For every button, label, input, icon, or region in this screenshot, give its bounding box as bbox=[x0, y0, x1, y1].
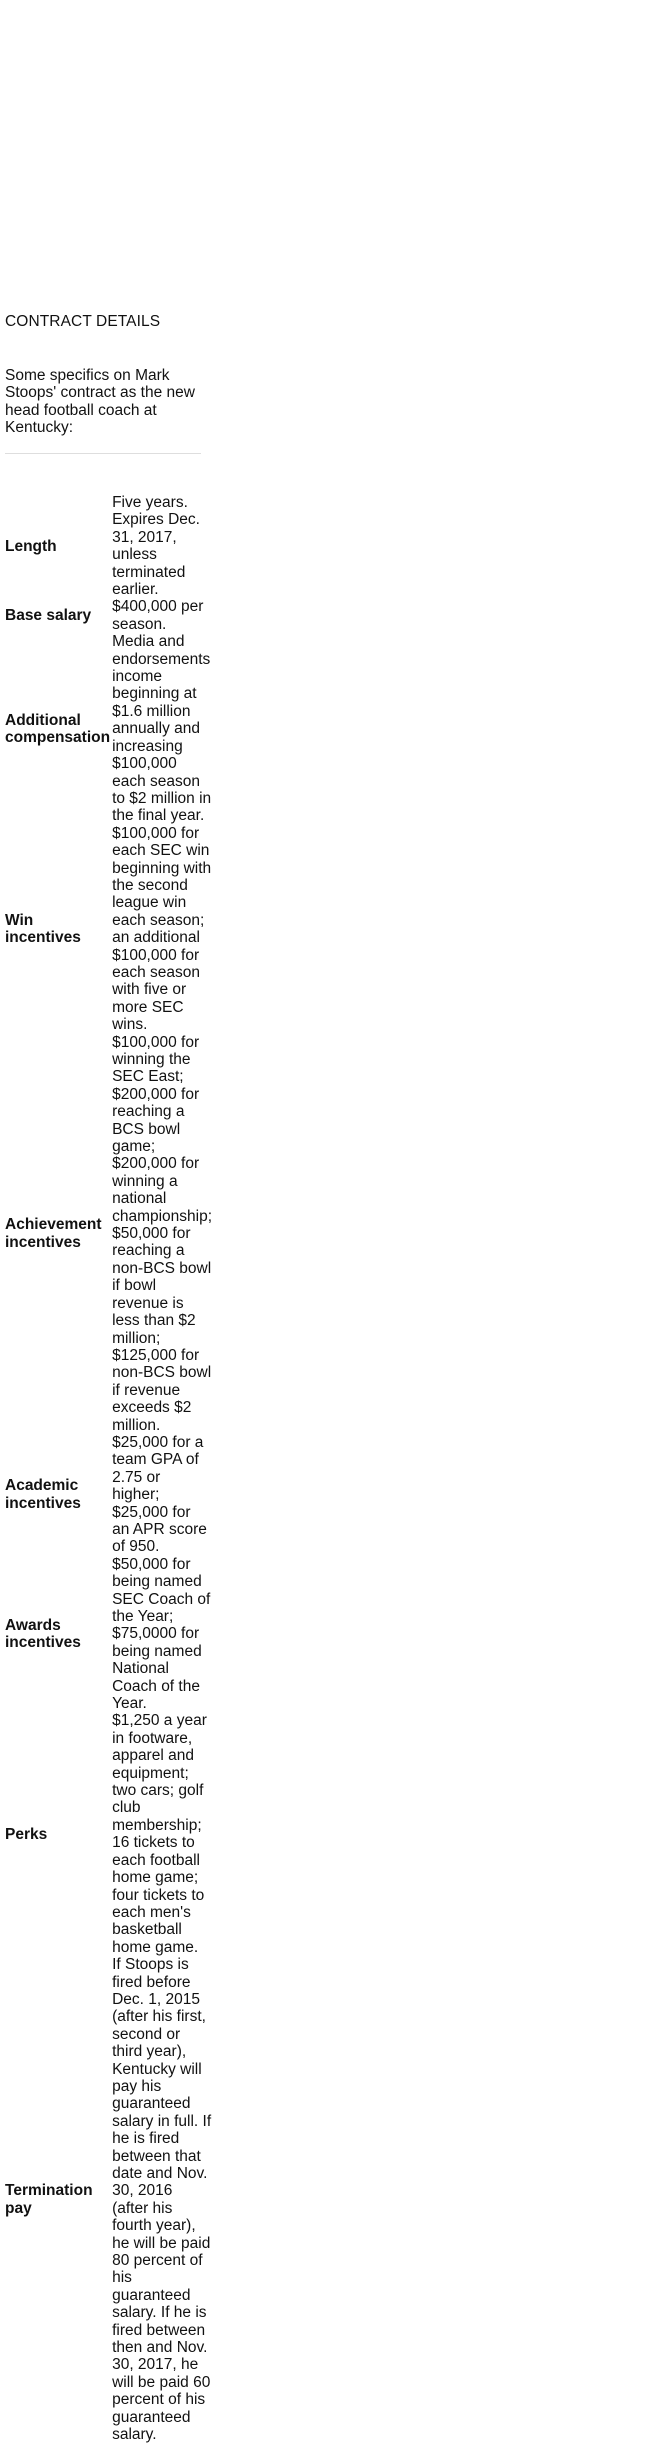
row-detail-perks: $1,250 a year in footware, apparel and equipment; two cars; golf club membership; 16 tickets to each football home game; four tickets to each men's basketball home game. bbox=[112, 1712, 207, 1956]
row-term-perks: Perks bbox=[5, 1825, 48, 1843]
table-row bbox=[3, 1034, 212, 1434]
row-detail-win-incentives: $100,000 for each SEC win beginning with the second league win each season; an additional $100,000 for each season with five or more SEC wins. bbox=[112, 824, 212, 1034]
row-term-termination-pay: Termination pay bbox=[5, 2182, 93, 2217]
row-term-base-salary: Base salary bbox=[5, 607, 92, 625]
table-row bbox=[3, 633, 212, 824]
table-row bbox=[3, 598, 212, 633]
row-term-length: Length bbox=[5, 537, 57, 555]
table-row bbox=[3, 1556, 212, 1713]
row-term-achievement-incentives: Achievement incentives bbox=[5, 1216, 102, 1251]
row-detail-academic-incentives: $25,000 for a team GPA of 2.75 or higher; $25,000 for an APR score of 950. bbox=[112, 1433, 207, 1556]
row-detail-achievement-incentives: $100,000 for winning the SEC East; $200,000 for reaching a BCS bowl game; $200,000 for winning a national championship; $50,000 for reaching a non-BCS bowl if bowl revenue is less than $2 million; $125,000 for non-BCS bowl if revenue exceeds $2 million. bbox=[112, 1033, 213, 1434]
row-detail-base-salary: $400,000 per season. bbox=[112, 598, 204, 633]
row-term-academic-incentives: Academic incentives bbox=[5, 1477, 81, 1512]
table-row bbox=[3, 494, 212, 598]
row-term-additional-compensation: Additional compensation bbox=[5, 711, 111, 746]
section-heading: CONTRACT DETAILS bbox=[5, 313, 161, 330]
intro-paragraph: Some specifics on Mark Stoops' contract as the new head football coach at Kentucky: bbox=[5, 367, 195, 437]
row-detail-termination-pay: If Stoops is fired before Dec. 1, 2015 (after his first, second or third year), Kentucky will pay his guaranteed salary in full. If he is fired between that date and Nov. 30, 2016 (after his fourth year), he will be paid 80 percent of his guaranteed salary. If he is fired between then and Nov. 30, 2017, he will be paid 60 percent of his guaranteed salary. bbox=[112, 1956, 212, 2444]
row-detail-awards-incentives: $50,000 for being named SEC Coach of the Year; $75,0000 for being named National Coach of the Year. bbox=[112, 1555, 211, 1713]
table-row bbox=[3, 1956, 212, 2443]
row-detail-length: Five years. Expires Dec. 31, 2017, unless terminated earlier. bbox=[112, 494, 200, 599]
row-detail-additional-compensation: Media and endorsements income beginning at $1.6 million annually and increasing $100,000 each season to $2 million in the final year. bbox=[112, 633, 212, 825]
divider bbox=[5, 453, 201, 454]
table-row bbox=[3, 1712, 212, 1956]
row-term-win-incentives: Win incentives bbox=[5, 911, 81, 947]
table-row bbox=[3, 825, 212, 1034]
table-row bbox=[3, 1434, 212, 1556]
contract-details-table bbox=[3, 494, 212, 2444]
row-term-awards-incentives: Awards incentives bbox=[5, 1616, 81, 1652]
